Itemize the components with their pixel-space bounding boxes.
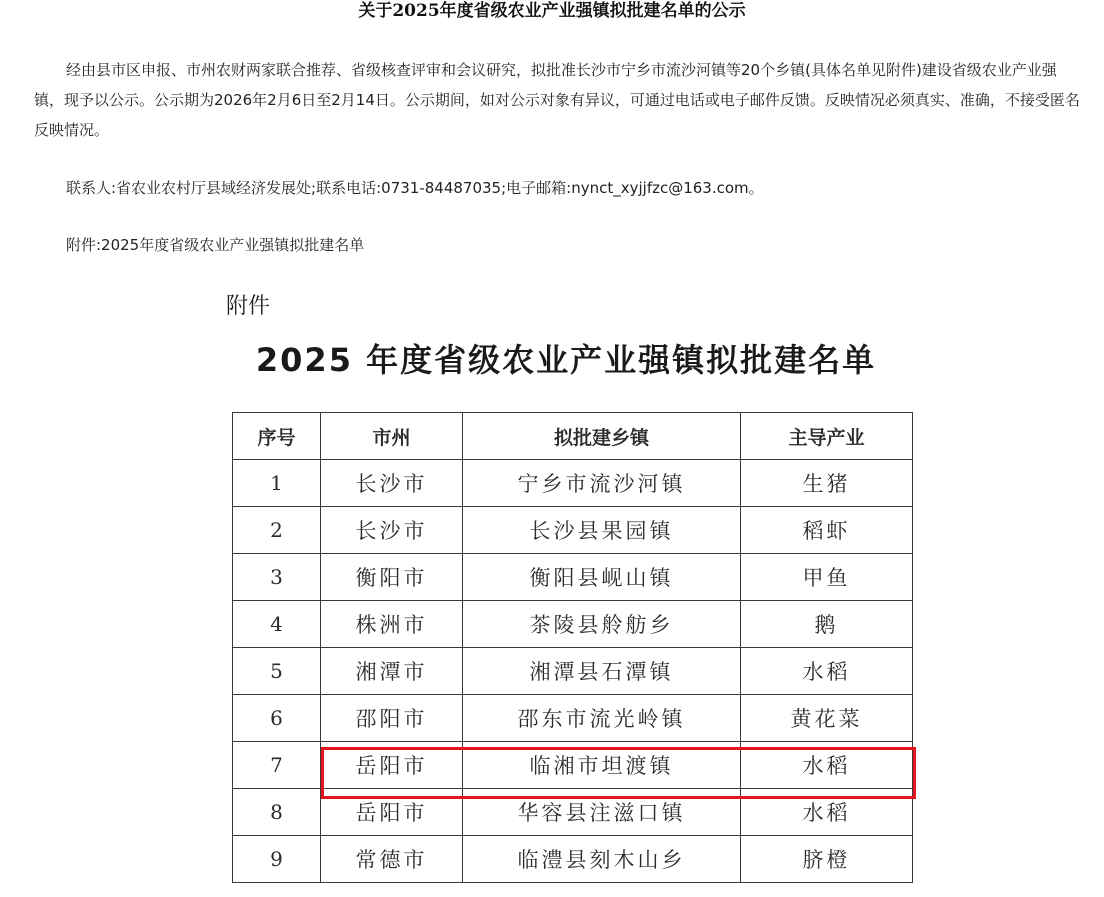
- cell-city: 衡阳市: [321, 554, 463, 601]
- cell-industry: 水稻: [741, 742, 913, 789]
- table-row: [233, 507, 913, 554]
- town-roster-table: [232, 412, 913, 883]
- column-header-industry: 主导产业: [741, 413, 913, 460]
- cell-no: 9: [233, 836, 321, 883]
- table-row: [233, 789, 913, 836]
- table-row: [233, 460, 913, 507]
- cell-industry: 黄花菜: [741, 695, 913, 742]
- cell-industry: 鹅: [741, 601, 913, 648]
- cell-no: 2: [233, 507, 321, 554]
- cell-city: 岳阳市: [321, 789, 463, 836]
- cell-town: 长沙县果园镇: [463, 507, 741, 554]
- column-header-town: 拟批建乡镇: [463, 413, 741, 460]
- attachment-link[interactable]: 附件:2025年度省级农业产业强镇拟批建名单: [66, 236, 365, 254]
- cell-industry: 甲鱼: [741, 554, 913, 601]
- cell-no: 1: [233, 460, 321, 507]
- table-row-highlighted: [233, 742, 913, 789]
- notice-paragraph: 经由县市区申报、市州农财两家联合推荐、省级核查评审和会议研究，拟批准长沙市宁乡市流沙河镇等20个乡镇(具体名单见附件)建设省级农业产业强镇，现予以公示。公示期为2026年2月6日至2月14日。公示期间，如对公示对象有异议，可通过电话或电子邮件反馈。反映情况必须真实、准确，不接受匿名反映情况。: [34, 61, 1080, 139]
- cell-city: 株洲市: [321, 601, 463, 648]
- cell-city: 湘潭市: [321, 648, 463, 695]
- cell-industry: 稻虾: [741, 507, 913, 554]
- table-row: [233, 836, 913, 883]
- cell-town: 临澧县刻木山乡: [463, 836, 741, 883]
- table-row: [233, 695, 913, 742]
- cell-town: 邵东市流光岭镇: [463, 695, 741, 742]
- table-row: [233, 554, 913, 601]
- cell-no: 5: [233, 648, 321, 695]
- column-header-no: 序号: [233, 413, 321, 460]
- cell-no: 3: [233, 554, 321, 601]
- cell-town: 华容县注滋口镇: [463, 789, 741, 836]
- cell-city: 常德市: [321, 836, 463, 883]
- cell-town: 宁乡市流沙河镇: [463, 460, 741, 507]
- cell-town: 衡阳县岘山镇: [463, 554, 741, 601]
- cell-city: 岳阳市: [321, 742, 463, 789]
- cell-industry: 水稻: [741, 789, 913, 836]
- table-header-row: [233, 413, 913, 460]
- cell-city: 邵阳市: [321, 695, 463, 742]
- cell-no: 7: [233, 742, 321, 789]
- column-header-city: 市州: [321, 413, 463, 460]
- cell-city: 长沙市: [321, 507, 463, 554]
- cell-no: 6: [233, 695, 321, 742]
- cell-city: 长沙市: [321, 460, 463, 507]
- cell-no: 4: [233, 601, 321, 648]
- table-row: [233, 601, 913, 648]
- cell-town: 湘潭县石潭镇: [463, 648, 741, 695]
- table-row: [233, 648, 913, 695]
- cell-no: 8: [233, 789, 321, 836]
- notice-title: 关于2025年度省级农业产业强镇拟批建名单的公示: [358, 1, 746, 21]
- cell-town: 茶陵县舲舫乡: [463, 601, 741, 648]
- attachment-label: 附件: [226, 294, 271, 319]
- cell-industry: 水稻: [741, 648, 913, 695]
- cell-industry: 生猪: [741, 460, 913, 507]
- cell-town: 临湘市坦渡镇: [463, 742, 741, 789]
- attachment-title: 2025 年度省级农业产业强镇拟批建名单: [255, 341, 877, 379]
- contact-info: 联系人:省农业农村厅县域经济发展处;联系电话:0731-84487035;电子邮箱:nynct_xyjjfzc@163.com。: [66, 179, 764, 197]
- cell-industry: 脐橙: [741, 836, 913, 883]
